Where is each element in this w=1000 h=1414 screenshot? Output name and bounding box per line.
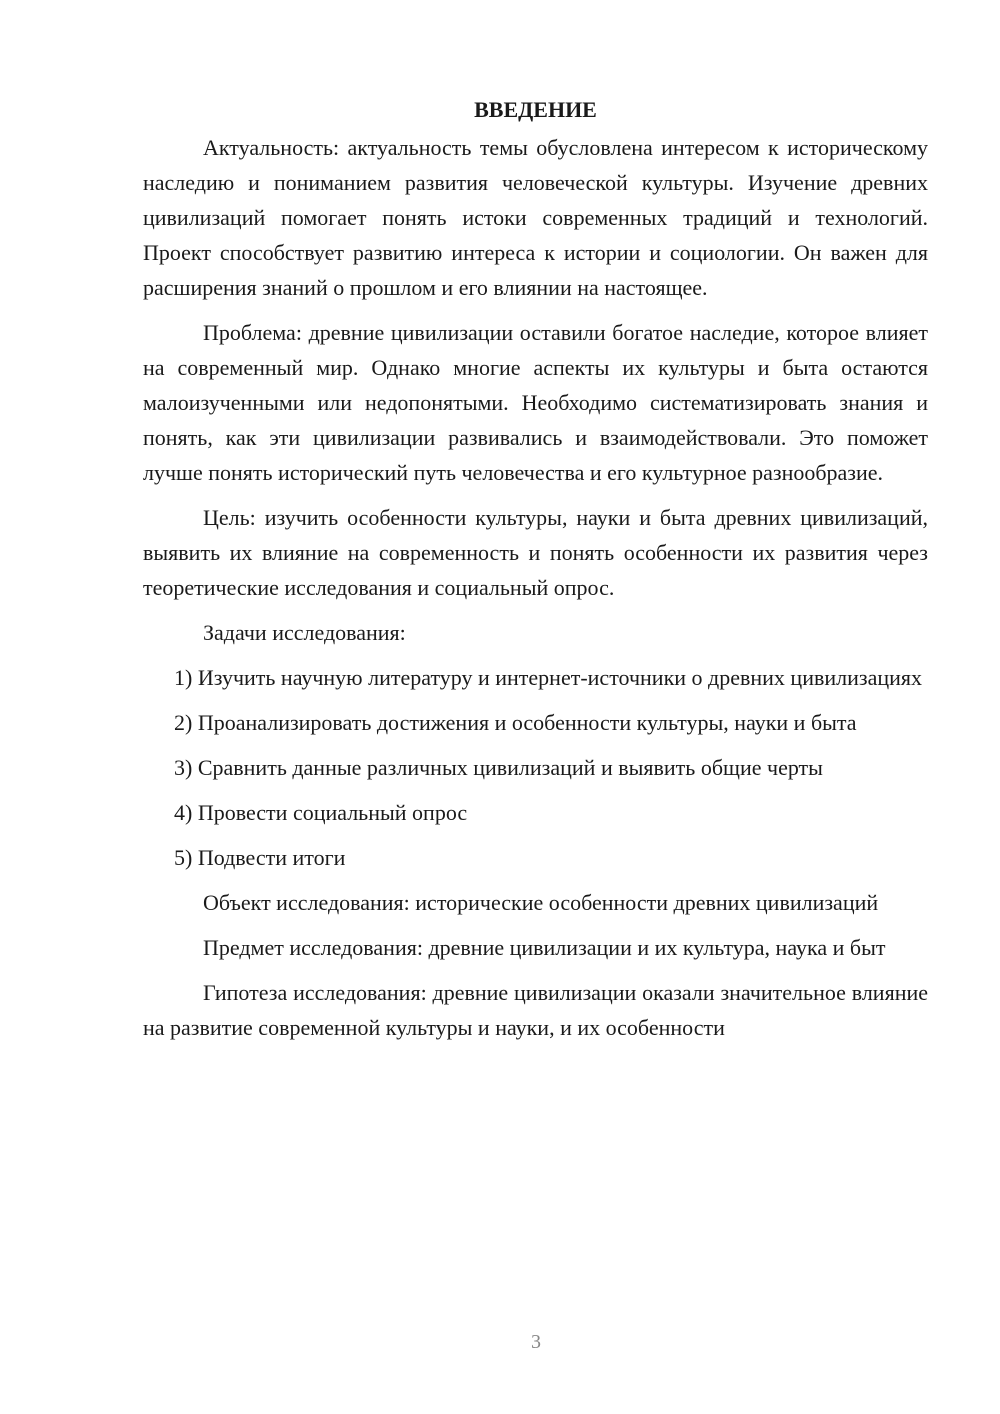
relevance-paragraph: Актуальность: актуальность темы обусловлена интересом к историческому наследию и пониманием развития человеческой культуры. Изучение древних цивилизаций помогает понять истоки современных традиций и технологий. Проект способствует развитию интереса к истории и социологии. Он важен для расширения знаний о прошлом и его влиянии на настоящее. — [143, 135, 928, 300]
section-title: ВВЕДЕНИЕ — [474, 97, 597, 122]
tasks-list — [143, 660, 928, 875]
task-item: 3) Сравнить данные различных цивилизаций и выявить общие черты — [174, 755, 823, 780]
goal-paragraph: Цель: изучить особенности культуры, науки и быта древних цивилизаций, выявить их влияние на современность и понять особенности их развития через теоретические исследования и социальный опрос. — [143, 505, 928, 600]
page-number: 3 — [531, 1331, 541, 1353]
task-item: 5) Подвести итоги — [174, 845, 346, 870]
tasks-heading: Задачи исследования: — [203, 620, 406, 645]
hypothesis-paragraph: Гипотеза исследования: древние цивилизации оказали значительное влияние на развитие современной культуры и науки, и их особенности — [143, 980, 928, 1040]
object-paragraph: Объект исследования: исторические особенности древних цивилизаций — [203, 890, 879, 915]
document-page — [143, 92, 928, 1055]
task-item: 2) Проанализировать достижения и особенности культуры, науки и быта — [174, 710, 857, 735]
problem-paragraph: Проблема: древние цивилизации оставили богатое наследие, которое влияет на современный мир. Однако многие аспекты их культуры и быта остаются малоизученными или недопонятыми. Необходимо систематизировать знания и понять, как эти цивилизации развивались и взаимодействовали. Это поможет лучше понять исторический путь человечества и его культурное разнообразие. — [143, 320, 928, 485]
task-item: 4) Провести социальный опрос — [174, 800, 468, 825]
subject-paragraph: Предмет исследования: древние цивилизации и их культура, наука и быт — [203, 935, 886, 960]
task-item: 1) Изучить научную литературу и интернет-источники о древних цивилизациях — [174, 665, 922, 690]
